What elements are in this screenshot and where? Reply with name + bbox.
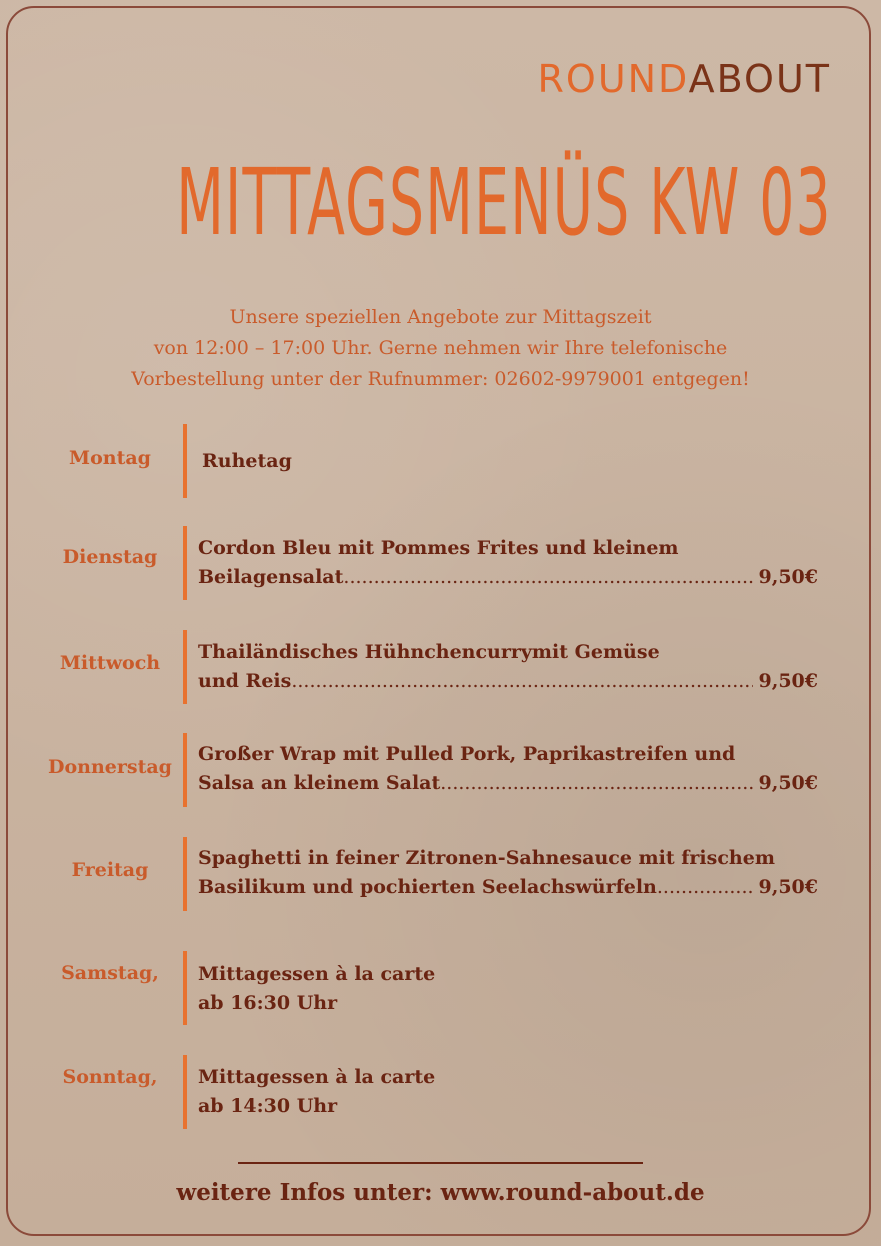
price: 9,50€ <box>758 772 818 794</box>
dish-line-2-text: Beilagensalat <box>198 566 344 588</box>
intro-line-2: von 12:00 – 17:00 Uhr. Gerne nehmen wir Ihre telefonische <box>153 337 728 359</box>
dish-line-2 <box>198 873 818 902</box>
dish-text <box>198 638 818 696</box>
dish-line-2 <box>198 667 818 696</box>
footer-info[interactable]: weitere Infos unter: www.round-about.de <box>176 1179 705 1206</box>
dish-text <box>202 447 822 476</box>
dish-line-1: Mittagessen à la carte <box>198 963 436 985</box>
footer-divider <box>238 1162 643 1164</box>
leader-dots <box>291 667 752 696</box>
intro-text <box>0 302 881 395</box>
dish-line-1: Ruhetag <box>202 450 292 472</box>
leader-dots <box>343 563 752 592</box>
price: 9,50€ <box>758 670 818 692</box>
logo-round: ROUND <box>537 57 689 101</box>
dish-line-1: Spaghetti in feiner Zitronen-Sahnesauce mit frischem <box>198 847 775 869</box>
leader-dots <box>440 769 752 798</box>
dish-text <box>198 534 818 592</box>
divider-bar <box>183 733 187 807</box>
divider-bar <box>183 526 187 600</box>
dish-line-2 <box>198 563 818 592</box>
dish-line-2: ab 14:30 Uhr <box>198 1095 338 1117</box>
page-title: MITTAGSMENÜS KW 03 <box>176 149 832 256</box>
menu-row-freitag <box>40 837 840 911</box>
day-label: Freitag <box>71 859 149 881</box>
dish-line-2 <box>198 769 818 798</box>
day-label: Mittwoch <box>59 652 161 674</box>
day-label: Montag <box>69 447 151 469</box>
menu-row-montag <box>40 424 840 498</box>
dish-text <box>198 960 818 1018</box>
leader-dots <box>657 873 753 902</box>
divider-bar <box>183 837 187 911</box>
divider-bar <box>183 424 187 498</box>
dish-line-1: Cordon Bleu mit Pommes Frites und kleinem <box>198 537 679 559</box>
divider-bar <box>183 1055 187 1129</box>
dish-line-1: Thailändisches Hühnchencurrymit Gemüse <box>198 641 660 663</box>
dish-line-1: Mittagessen à la carte <box>198 1066 436 1088</box>
dish-line-2: ab 16:30 Uhr <box>198 992 338 1014</box>
intro-line-3: Vorbestellung unter der Rufnummer: 02602-9979001 entgegen! <box>131 368 750 390</box>
day-label: Dienstag <box>62 546 158 568</box>
menu-row-samstag <box>40 951 840 1025</box>
price: 9,50€ <box>758 566 818 588</box>
menu-row-donnerstag <box>40 733 840 807</box>
menu-row-sonntag <box>40 1055 840 1129</box>
menu-row-mittwoch <box>40 630 840 704</box>
day-label: Samstag, <box>61 962 159 984</box>
roundabout-logo <box>537 57 832 101</box>
dish-line-2-text: Salsa an kleinem Salat <box>198 772 441 794</box>
day-label: Donnerstag <box>48 756 172 778</box>
dish-line-2-text: und Reis <box>198 670 292 692</box>
dish-text <box>198 740 818 798</box>
price: 9,50€ <box>758 876 818 898</box>
logo-about: ABOUT <box>688 57 831 101</box>
menu-row-dienstag <box>40 526 840 600</box>
dish-line-2-text: Basilikum und pochierten Seelachswürfeln <box>198 876 657 898</box>
dish-text <box>198 844 818 902</box>
divider-bar <box>183 630 187 704</box>
dish-text <box>198 1063 818 1121</box>
intro-line-1: Unsere speziellen Angebote zur Mittagszeit <box>229 306 652 328</box>
dish-line-1: Großer Wrap mit Pulled Pork, Paprikastreifen und <box>198 743 736 765</box>
divider-bar <box>183 951 187 1025</box>
day-label: Sonntag, <box>62 1066 158 1088</box>
